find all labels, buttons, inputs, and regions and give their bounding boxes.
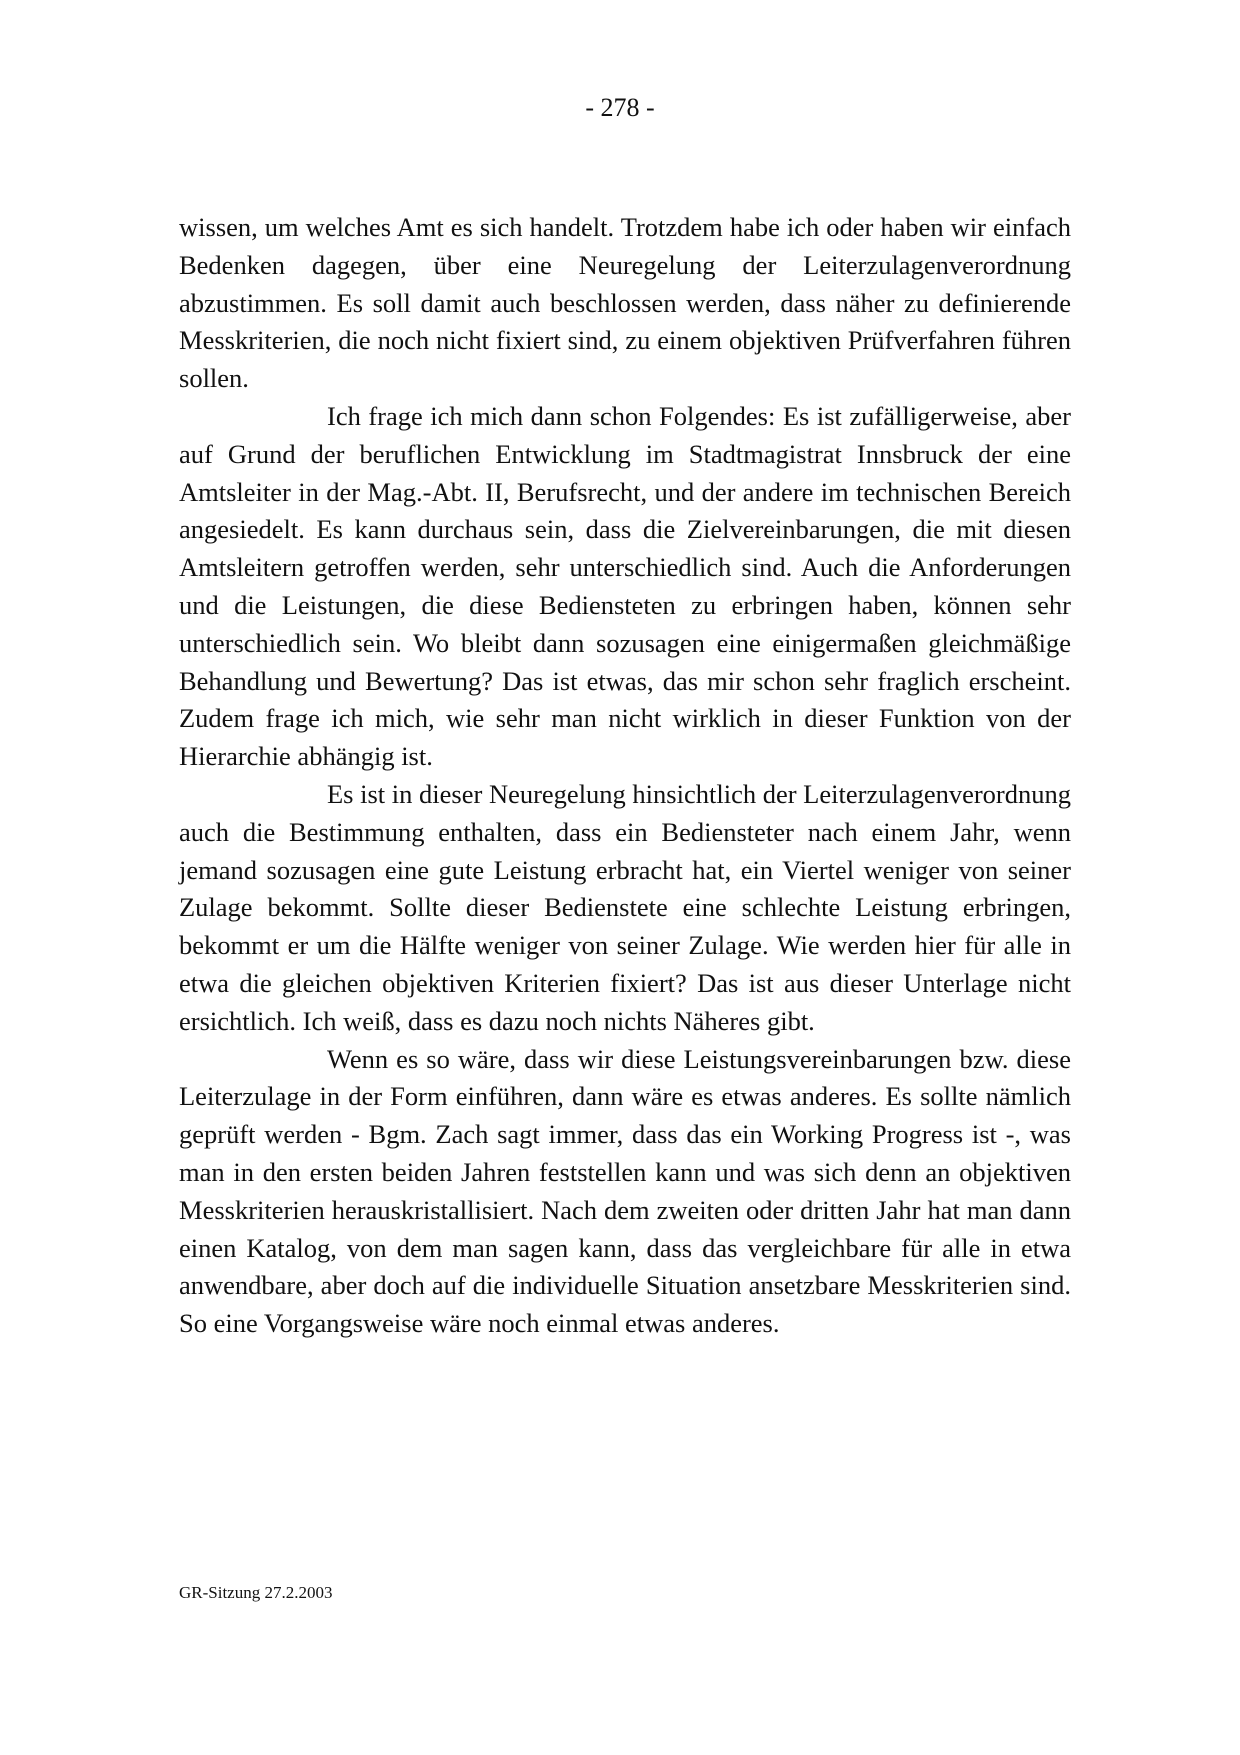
document-body [179,209,1071,1343]
footer-session-label: GR-Sitzung 27.2.2003 [179,1583,333,1602]
paragraph-1: wissen, um welches Amt es sich handelt. Trotzdem habe ich oder haben wir einfach Bedenken dagegen, über eine Neuregelung der Leiterzulagenverordnung abzustimmen. Es soll damit auch beschlossen werden, dass näher zu definierende Messkriterien, die noch nicht fixiert sind, zu einem objektiven Prüfverfahren führen sollen. [179,212,1071,394]
paragraph-2: Ich frage ich mich dann schon Folgendes: Es ist zufälligerweise, aber auf Grund der beruflichen Entwicklung im Stadtmagistrat Innsbruck der eine Amtsleiter in der Mag.-Abt. II, Berufsrecht, und der andere im technischen Bereich angesiedelt. Es kann durchaus sein, dass die Zielvereinbarungen, die mit diesen Amtsleitern getroffen werden, sehr unterschiedlich sind. Auch die Anforderungen und die Leistungen, die diese Bediensteten zu erbringen haben, können sehr unterschiedlich sein. Wo bleibt dann sozusagen eine einigermaßen gleichmäßige Behandlung und Bewertung? Das ist etwas, das mir schon sehr fraglich erscheint. Zudem frage ich mich, wie sehr man nicht wirklich in dieser Funktion von der Hierarchie abhängig ist. [179,400,1071,772]
paragraph-4: Wenn es so wäre, dass wir diese Leistungsvereinbarungen bzw. diese Leiterzulage in der Form einführen, dann wäre es etwas anderes. Es sollte nämlich geprüft werden - Bgm. Zach sagt immer, dass das ein Working Progress ist -, was man in den ersten beiden Jahren feststellen kann und was sich denn an objektiven Messkriterien herauskristallisiert. Nach dem zweiten oder dritten Jahr hat man dann einen Katalog, von dem man sagen kann, dass das vergleichbare für alle in etwa anwendbare, aber doch auf die individuelle Situation ansetzbare Messkriterien sind. So eine Vorgangsweise wäre noch einmal etwas anderes. [179,1043,1071,1339]
page-number: - 278 - [585,93,655,122]
paragraph-3: Es ist in dieser Neuregelung hinsichtlich der Leiterzulagenverordnung auch die Bestimmung enthalten, dass ein Bediensteter nach einem Jahr, wenn jemand sozusagen eine gute Leistung erbracht hat, ein Viertel weniger von seiner Zulage bekommt. Sollte dieser Bedienstete eine schlechte Leistung erbringen, bekommt er um die Hälfte weniger von seiner Zulage. Wie werden hier für alle in etwa die gleichen objektiven Kriterien fixiert? Das ist aus dieser Unterlage nicht ersichtlich. Ich weiß, dass es dazu noch nichts Näheres gibt. [179,778,1071,1036]
